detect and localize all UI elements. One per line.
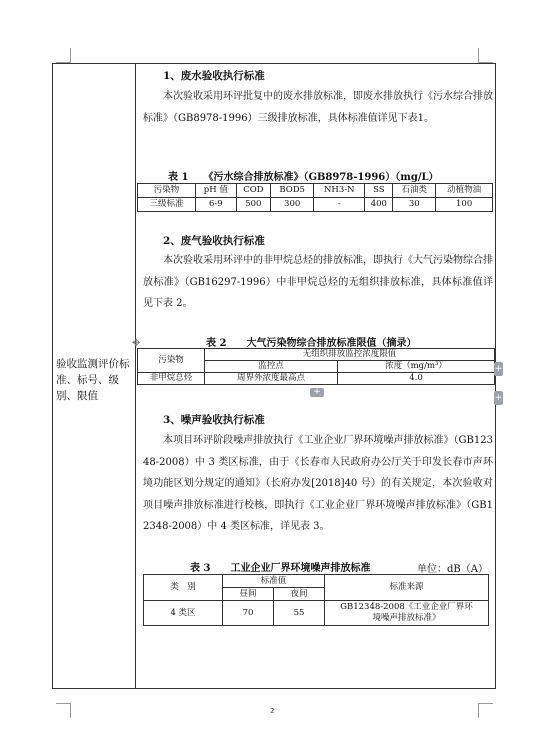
table-move-handle-icon[interactable]: ✥ <box>132 338 141 349</box>
table-cell: 4 类区 <box>144 601 223 626</box>
section-2-paragraph[interactable]: 本次验收采用环评中的非甲烷总烃的排放标准，即执行《大气污染物综合排放标准》（GB16297-1996）中非甲烷总烃的无组织排放标准，具体标准值详见下表 2。 <box>143 255 493 309</box>
table-header-cell: SS <box>365 184 393 198</box>
table-header-cell: 污染物 <box>138 184 196 198</box>
table-3 <box>143 574 489 626</box>
page-number: 2 <box>270 707 275 715</box>
table-3-unit: 单位：dB（A） <box>417 564 488 575</box>
table-header-cell: 石油类 <box>393 184 436 198</box>
section-1-heading: 1、废水验收执行标准 <box>163 70 265 82</box>
table-cell: 6-9 <box>196 198 237 212</box>
add-row-icon[interactable]: + <box>310 388 324 397</box>
table-cell: 100 <box>436 198 493 212</box>
crop-mark <box>478 703 493 718</box>
table-resize-handle-icon[interactable]: + <box>494 393 503 403</box>
table-row <box>138 349 495 361</box>
table-header-cell: 标准值 <box>223 575 325 588</box>
table-cell: GB12348-2008《工业企业厂界环境噪声排放标准》 <box>325 601 489 626</box>
table-cell: 周界外浓度最高点 <box>205 373 338 385</box>
table-header-cell: 夜间 <box>274 588 325 601</box>
table-header-cell: 无组织排放监控浓度限值 <box>205 349 495 361</box>
crop-mark <box>56 703 71 718</box>
table-row <box>138 198 493 212</box>
table-header-cell: pH 值 <box>196 184 237 198</box>
table-row <box>144 575 489 588</box>
crop-mark <box>56 48 71 63</box>
table-1-caption: 表 1 《污水综合排放标准》（GB8978-1996）（mg/L） <box>168 172 439 183</box>
row-label: 验收监测评价标准、标号、级别、限值 <box>56 358 130 402</box>
table-header-cell: 动植物油 <box>436 184 493 198</box>
table-header-cell: 浓度（mg/m³） <box>338 361 495 373</box>
table-cell: 70 <box>223 601 274 626</box>
column-divider <box>135 63 136 689</box>
table-cell: 400 <box>365 198 393 212</box>
table-resize-handle-icon[interactable]: + <box>494 364 503 374</box>
section-3-paragraph[interactable]: 本项目环评阶段噪声排放执行《工业企业厂界环境噪声排放标准》（GB12348-2008）中 3 类区标准，由于《长春市人民政府办公厅关于印发长春市声环境功能区划分规定的通知》（长府办发[2018]40 号）的有关规定，本次验收对项目噪声排放标准进行校核，即执行《工业企业厂界环境噪声排放标准》（GB12348-2008）中 4 类区标准，详见表 3。 <box>143 435 493 532</box>
table-header-cell: 类 别 <box>144 575 223 601</box>
crop-mark <box>478 48 493 63</box>
table-cell: 55 <box>274 601 325 626</box>
table-cell: 500 <box>236 198 271 212</box>
table-header-cell: NH3-N <box>314 184 365 198</box>
table-2-caption: 表 2 大气污染物综合排放标准限值（摘录） <box>206 338 417 349</box>
table-header-cell: BOD5 <box>271 184 314 198</box>
table-1 <box>137 183 493 212</box>
table-header-cell: 污染物 <box>138 349 205 373</box>
table-row <box>138 373 495 385</box>
table-3-caption: 表 3 工业企业厂界环境噪声排放标准 <box>190 563 371 574</box>
section-2-heading: 2、废气验收执行标准 <box>163 235 265 247</box>
table-2 <box>137 348 495 385</box>
table-header-cell: 标准来源 <box>325 575 489 601</box>
table-cell: 30 <box>393 198 436 212</box>
table-cell: 300 <box>271 198 314 212</box>
table-cell: 三级标准 <box>138 198 196 212</box>
table-header-cell: 监控点 <box>205 361 338 373</box>
table-header-cell: COD <box>236 184 271 198</box>
table-cell: - <box>314 198 365 212</box>
table-row <box>138 184 493 198</box>
table-row <box>144 601 489 626</box>
section-3-heading: 3、噪声验收执行标准 <box>163 414 265 426</box>
table-cell: 非甲烷总烃 <box>138 373 205 385</box>
table-header-cell: 昼间 <box>223 588 274 601</box>
table-cell: 4.0 <box>338 373 495 385</box>
section-1-paragraph[interactable]: 本次验收采用环评批复中的废水排放标准，即废水排放执行《污水综合排放标准》（GB8978-1996）三级排放标准，具体标准值详见下表1。 <box>143 91 493 124</box>
